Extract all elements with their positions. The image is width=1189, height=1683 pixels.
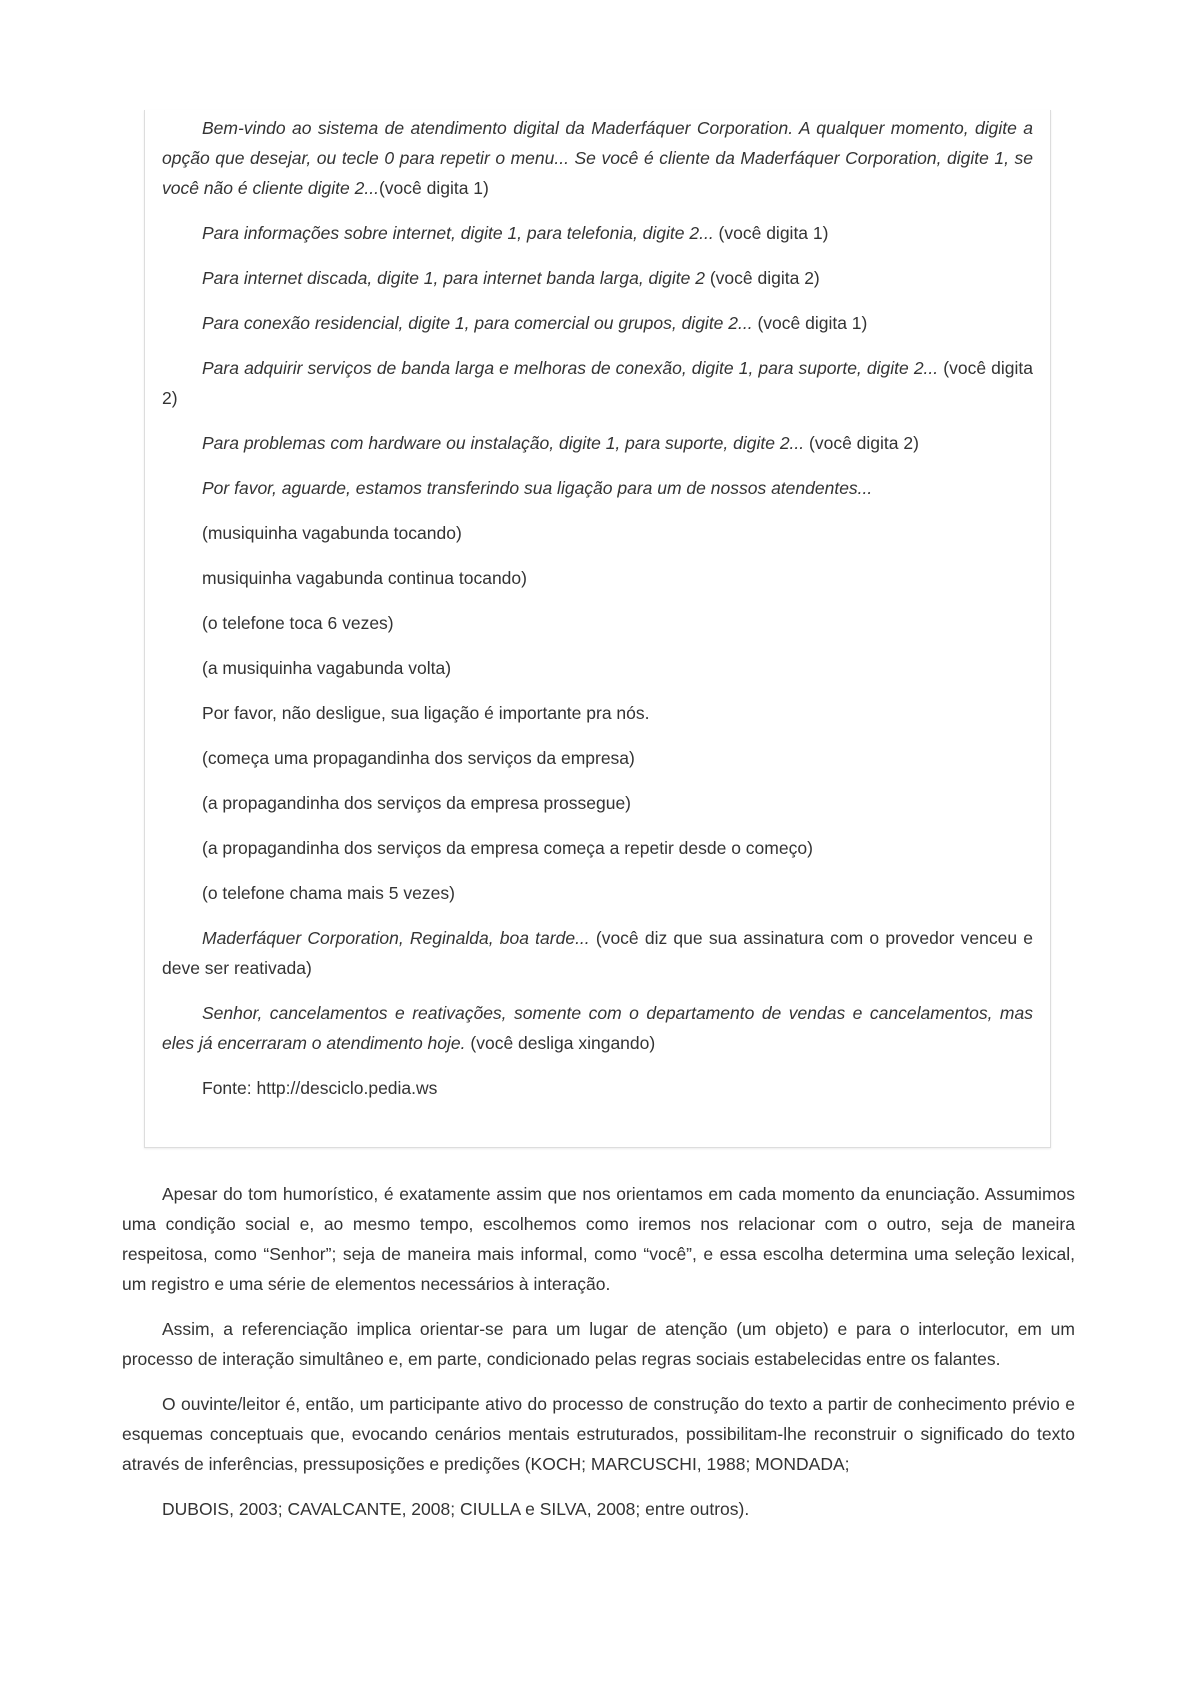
- body-paragraph: Assim, a referenciação implica orientar-se para um lugar de atenção (um objeto) e para o interlocutor, em um processo de interação simultâneo e, em parte, condicionado pelas regras sociais estabelecidas entre os falantes.: [122, 1319, 1075, 1369]
- quote-paragraph: [162, 263, 1033, 293]
- quote-italic-text: Para conexão residencial, digite 1, para comercial ou grupos, digite 2...: [202, 313, 753, 333]
- quote-plain-text: (a propagandinha dos serviços da empresa prossegue): [202, 793, 632, 813]
- quote-italic-text: Por favor, aguarde, estamos transferindo sua ligação para um de nossos atendentes...: [202, 478, 873, 498]
- quote-paragraph: [162, 743, 1033, 773]
- body-paragraph: Apesar do tom humorístico, é exatamente assim que nos orientamos em cada momento da enunciação. Assumimos uma condição social e, ao mesmo tempo, escolhemos como iremos nos relacionar com o outro, seja de maneira respeitosa, como “Senhor”; seja de maneira mais informal, como “você”, e essa escolha determina uma seleção lexical, um registro e uma série de elementos necessários à interação.: [122, 1184, 1075, 1294]
- quote-plain-text: (você digita 2): [162, 358, 1033, 408]
- quote-paragraph: [162, 653, 1033, 683]
- quote-plain-text: (o telefone toca 6 vezes): [202, 613, 394, 633]
- quote-plain-text: (você digita 2): [704, 268, 820, 288]
- quote-plain-text: (a propagandinha dos serviços da empresa começa a repetir desde o começo): [202, 838, 813, 858]
- quote-paragraph: [162, 563, 1033, 593]
- quote-paragraph: [162, 353, 1033, 413]
- quote-paragraph: [162, 218, 1033, 248]
- quote-paragraph: [162, 608, 1033, 638]
- body-paragraph: DUBOIS, 2003; CAVALCANTE, 2008; CIULLA e SILVA, 2008; entre outros).: [162, 1499, 750, 1519]
- quote-plain-text: (a musiquinha vagabunda volta): [202, 658, 452, 678]
- quote-paragraph: [162, 113, 1033, 203]
- quote-plain-text: (você digita 1): [713, 223, 829, 243]
- quote-plain-text: Por favor, não desligue, sua ligação é importante pra nós.: [202, 703, 650, 723]
- quote-italic-text: Senhor, cancelamentos e reativações, somente com o departamento de vendas e cancelamentos, mas eles já encerraram o atendimento hoje.: [162, 1003, 1033, 1053]
- quote-paragraph: [162, 923, 1033, 983]
- quote-paragraph: [162, 308, 1033, 338]
- quote-paragraph: [162, 833, 1033, 863]
- quote-paragraph: [162, 998, 1033, 1058]
- quote-italic-text: Para internet discada, digite 1, para internet banda larga, digite 2: [202, 268, 705, 288]
- quote-plain-text: Fonte: http://desciclo.pedia.ws: [202, 1078, 438, 1098]
- quote-paragraph: [162, 1073, 1033, 1103]
- quote-italic-text: Maderfáquer Corporation, Reginalda, boa tarde...: [202, 928, 590, 948]
- quote-plain-text: (você desliga xingando): [465, 1033, 656, 1053]
- quote-paragraph: [162, 518, 1033, 548]
- quote-italic-text: Para informações sobre internet, digite 1, para telefonia, digite 2...: [202, 223, 714, 243]
- quote-plain-text: (você diz que sua assinatura com o provedor venceu e deve ser reativada): [162, 928, 1033, 978]
- quote-plain-text: (o telefone chama mais 5 vezes): [202, 883, 455, 903]
- quote-plain-text: (musiquinha vagabunda tocando): [202, 523, 462, 543]
- body-paragraph: O ouvinte/leitor é, então, um participante ativo do processo de construção do texto a partir de conhecimento prévio e esquemas conceptuais que, evocando cenários mentais estruturados, possibilitam-lhe reconstruir o significado do texto através de inferências, pressuposições e predições (KOCH; MARCUSCHI, 1988; MONDADA;: [122, 1394, 1075, 1474]
- quote-plain-text: musiquinha vagabunda continua tocando): [202, 568, 527, 588]
- quote-italic-text: Bem-vindo ao sistema de atendimento digital da Maderfáquer Corporation. A qualquer momento, digite a opção que desejar, ou tecle 0 para repetir o menu... Se você é cliente da Maderfáquer Corporation, digite 1, se você não é cliente digite 2...: [162, 118, 1033, 198]
- quote-italic-text: Para adquirir serviços de banda larga e melhoras de conexão, digite 1, para suporte, digite 2...: [202, 358, 939, 378]
- body-text: [122, 1179, 1075, 1539]
- quote-paragraph: [162, 698, 1033, 728]
- quoted-dialogue-box: [144, 110, 1051, 1148]
- quote-paragraph: [162, 878, 1033, 908]
- quote-paragraph: [162, 428, 1033, 458]
- quote-italic-text: Para problemas com hardware ou instalação, digite 1, para suporte, digite 2...: [202, 433, 805, 453]
- quote-paragraph: [162, 788, 1033, 818]
- quote-paragraph: [162, 473, 1033, 503]
- quote-plain-text: (você digita 1): [752, 313, 868, 333]
- quote-plain-text: (você digita 2): [804, 433, 919, 453]
- quote-plain-text: (você digita 1): [378, 178, 489, 198]
- quote-plain-text: (começa uma propagandinha dos serviços da empresa): [202, 748, 635, 768]
